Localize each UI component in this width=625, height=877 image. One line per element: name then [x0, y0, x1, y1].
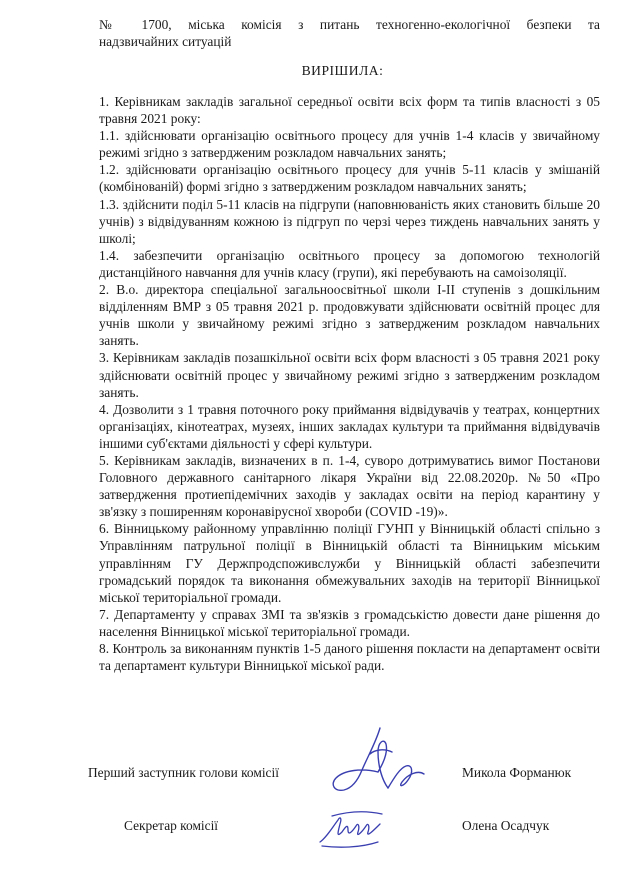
decision-body — [99, 93, 600, 674]
decision-heading: ВИРІШИЛА: — [301, 63, 384, 78]
secretary-title: Секретар комісії — [124, 818, 219, 833]
item-7: 7. Департаменту у справах ЗМІ та зв'язків з громадськістю довести дане рішення до населення Вінницької міської територіальної громади. — [99, 606, 600, 639]
item-1: 1. Керівникам закладів загальної середньої освіти всіх форм та типів власності з 05 травня 2021 року: — [99, 94, 600, 127]
first-deputy-title: Перший заступник голови комісії — [88, 765, 279, 780]
item-8: 8. Контроль за виконанням пунктів 1-5 даного рішення покласти на департамент освіти та департамент культури Вінницької міської ради. — [99, 641, 600, 674]
intro-paragraph — [99, 16, 600, 50]
first-deputy-name: Микола Форманюк — [462, 765, 572, 780]
item-3: 3. Керівникам закладів позашкільної освіти всіх форм власності з 05 травня 2021 року здійснювати освітній процес у звичайному режимі згідно з затвердженим розкладом занять. — [99, 350, 600, 400]
signature-secretary — [316, 808, 396, 854]
item-5: 5. Керівникам закладів, визначених в п. 1-4, суворо дотримуватись вимог Постанови Головного державного санітарного лікаря України від 22.08.2020р. №50 «Про затвердження протиепідемічних заходів у закладах освіти на період карантину у зв'язку з поширенням коронавірусної хвороби (COVID -19)». — [99, 452, 600, 520]
item-2: 2. В.о. директора спеціальної загальноосвітньої школи І-ІІ ступенів з дошкільним відділенням ВМР з 05 травня 2021 р. продовжувати здійснювати освітній процес для учнів школи у звичайному режимі згідно з затвердженим розкладом навчальних занять. — [99, 282, 600, 349]
secretary-name: Олена Осадчук — [462, 818, 550, 833]
item-1-4: 1.4. забезпечити організацію освітнього процесу за допомогою технологій дистанційного навчання для учнів класу (групи), які перебувають на самоізоляції. — [99, 247, 600, 280]
item-1-3: 1.3. здійснити поділ 5-11 класів на підгрупи (наповнюваність яких становить більше 20 учнів) з відвідуванням кожною із підгруп по черзі через тиждень навчальних занять у школі; — [99, 196, 600, 246]
intro-line-2: надзвичайних ситуацій — [99, 34, 232, 50]
signature-first-deputy — [318, 722, 438, 802]
item-1-1: 1.1. здійснювати організацію освітнього процесу для учнів 1-4 класів у звичайному режимі згідно з затвердженим розкладом навчальних занять; — [99, 128, 600, 161]
intro-line-1: № 1700, міська комісія з питань техногенно-екологічної безпеки та — [99, 17, 600, 32]
item-1-2: 1.2. здійснювати організацію освітнього процесу для учнів 5-11 класів у змішаній (комбінованій) формі згідно з затвердженим розкладом навчальних занять; — [99, 162, 600, 195]
item-4: 4. Дозволити з 1 травня поточного року приймання відвідувачів у театрах, концертних організаціях, кінотеатрах, музеях, інших закладах культури та приймання відвідувачів іншими суб'єктами діяльності у сфері культури. — [99, 401, 600, 451]
item-6: 6. Вінницькому районному управлінню поліції ГУНП у Вінницькій області спільно з Управлінням патрульної поліції в Вінницькій області та Вінницьким міським управлінням ГУ Держпродспоживслужби у Вінницькій області забезпечити громадський порядок та виконання обмежувальних заходів на території Вінницької міської територіальної громади. — [99, 521, 600, 605]
